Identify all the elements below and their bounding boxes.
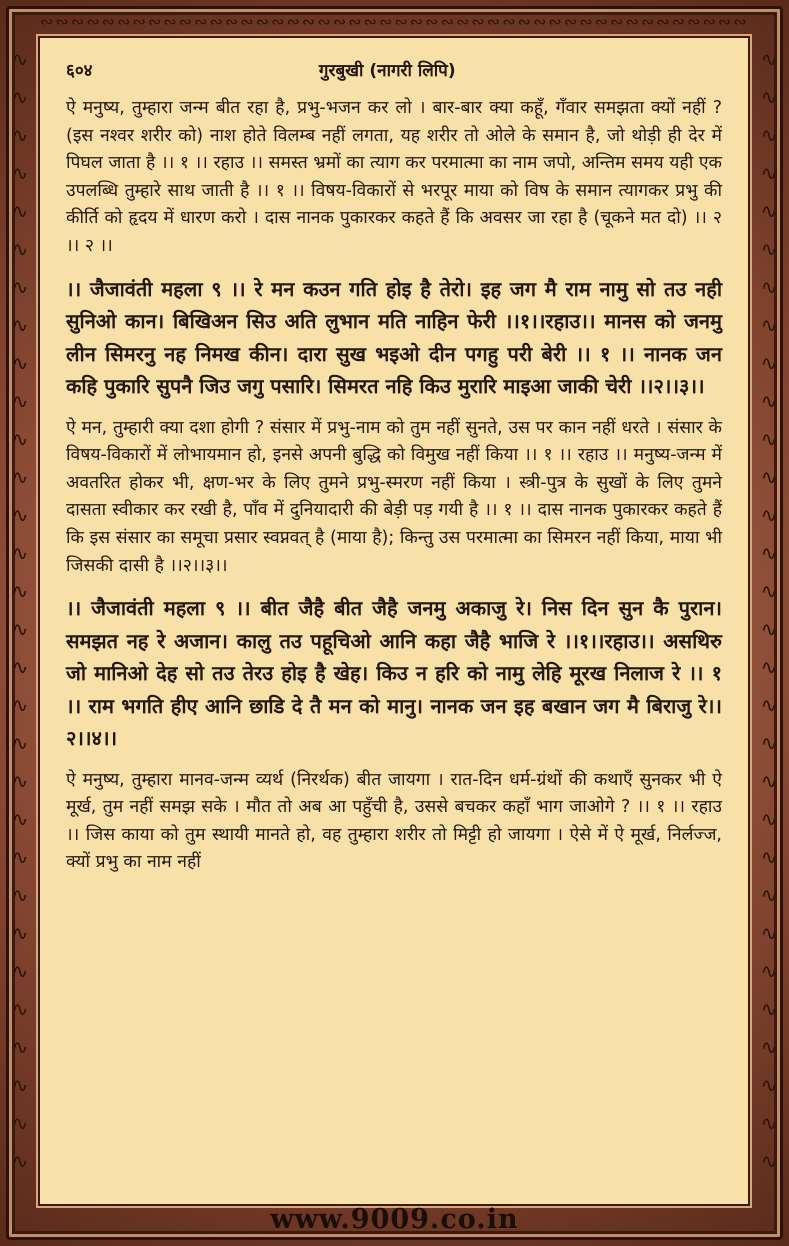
website-watermark: www.9009.co.in <box>270 1204 519 1235</box>
top-ornament: ∾∾∾∾∾∾∾∾∾∾∾∾∾∾∾∾∾∾∾∾∾∾∾∾∾∾∾∾∾∾∾∾∾∾∾∾∾∾∾∾∾∾∾∾∾∾ <box>40 12 749 30</box>
prose-paragraph-3: ऐ मनुष्य, तुम्हारा मानव-जन्म व्यर्थ (निरर्थक) बीत जायगा । रात-दिन धर्म-ग्रंथों की कथाएँ सुनकर भी ऐ मूर्ख, तुम नहीं समझ सके । मौत तो अब आ पहुँची है, उससे बचकर कहाँ भाग जाओगे ? ।। १ ।। रहाउ ।। जिस काया को तुम स्थायी मानते हो, वह तुम्हारा शरीर तो मिट्टी हो जायगा । ऐसे में ऐ मूर्ख, निर्लज्ज, क्यों प्रभु का नाम नहीं <box>66 769 722 873</box>
right-ornament: ∿ ∿ ∿ ∿ ∿ ∿ ∿ ∿ ∿ ∿ ∿ ∿ ∿ ∿ ∿ ∿ ∿ ∿ ∿ ∿ ∿ ∿ ∿ ∿ ∿ ∿ ∿ ∿ ∿ ∿ <box>760 47 778 1173</box>
page-title: गुरबुखी (नागरी लिपि) <box>318 61 456 81</box>
verse-paragraph-2: ।। जैजावंती महला ९ ।। बीत जैहै बीत जैहै जनमु अकाजु रे। निस दिन सुन कै पुरान। समझत नह रे अजान। कालु तउ पहूचिओ आनि कहा जैहै भाजि रे ।।१।।रहाउ।। असथिरु जो मानिओ देह सो तउ तेरउ होइ है खेह। किउ न हरि को नामु लेहि मूरख निलाज रे ।। १ ।। राम भगति हीए आनि छाडि दे तै मन को मानु। नानक जन इह बखान जग मै बिराजु रे।।२।।४।। <box>66 596 722 751</box>
verse-paragraph-1: ।। जैजावंती महला ९ ।। रे मन कउन गति होइ है तेरो। इह जग मै राम नामु सो तउ नही सुनिओ कान। बिखिअन सिउ अति लुभान मति नाहिन फेरी ।।१।।रहाउ।। मानस को जनमु लीन सिमरनु नह निमख कीन। दारा सुख भइओ दीन पगहु परी बेरी ।। १ ।। नानक जन कहि पुकारि सुपनै जिउ जगु पसारि। सिमरत नहि किउ मुरारि माइआ जाकी चेरी ।।२।।३।। <box>66 276 722 399</box>
page-header <box>66 58 722 81</box>
prose-paragraph-2: ऐ मन, तुम्हारी क्या दशा होगी ? संसार में प्रभु-नाम को तुम नहीं सुनते, उस पर कान नहीं धरते । संसार के विषय-विकारों में लोभायमान हो, इनसे अपनी बुद्धि को विमुख नहीं किया ।। १ ।। रहाउ ।। मनुष्य-जन्म में अवतरित होकर भी, क्षण-भर के लिए तुमने प्रभु-स्मरण नहीं किया । स्त्री-पुत्र के सुखों के लिए तुमने दासता स्वीकार कर रखी है, पाँव में दुनियादारी की बेड़ी पड़ गयी है ।। १ ।। दास नानक पुकारकर कहते हैं कि इस संसार का समूचा प्रसार स्वप्नवत् है (माया है); किन्तु उस परमात्मा का सिमरन नहीं किया, माया भी जिसकी दासी है ।।२।।३।। <box>66 417 722 576</box>
left-ornament: ∿ ∿ ∿ ∿ ∿ ∿ ∿ ∿ ∿ ∿ ∿ ∿ ∿ ∿ ∿ ∿ ∿ ∿ ∿ ∿ ∿ ∿ ∿ ∿ ∿ ∿ ∿ ∿ ∿ ∿ <box>11 47 29 1173</box>
page-number: ६०४ <box>66 61 93 81</box>
page-content <box>38 36 750 1206</box>
prose-paragraph-1: ऐ मनुष्य, तुम्हारा जन्म बीत रहा है, प्रभु-भजन कर लो । बार-बार क्या कहूँ, गँवार समझता क्यों नहीं ? (इस नश्वर शरीर को) नाश होते विलम्ब नहीं लगता, यह शरीर तो ओले के समान है, जो थोड़ी ही देर में पिघल जाता है ।। १ ।। रहाउ ।। समस्त भ्रमों का त्याग कर परमात्मा का नाम जपो, अन्तिम समय यही एक उपलब्धि तुम्हारे साथ जाती है ।। १ ।। विषय-विकारों से भरपूर माया को विष के समान त्यागकर प्रभु की कीर्ति को हृदय में धारण करो । दास नानक पुकारकर कहते हैं कि अवसर जा रहा है (चूकने मत दो) ।। २ ।। २ ।। <box>66 98 722 256</box>
